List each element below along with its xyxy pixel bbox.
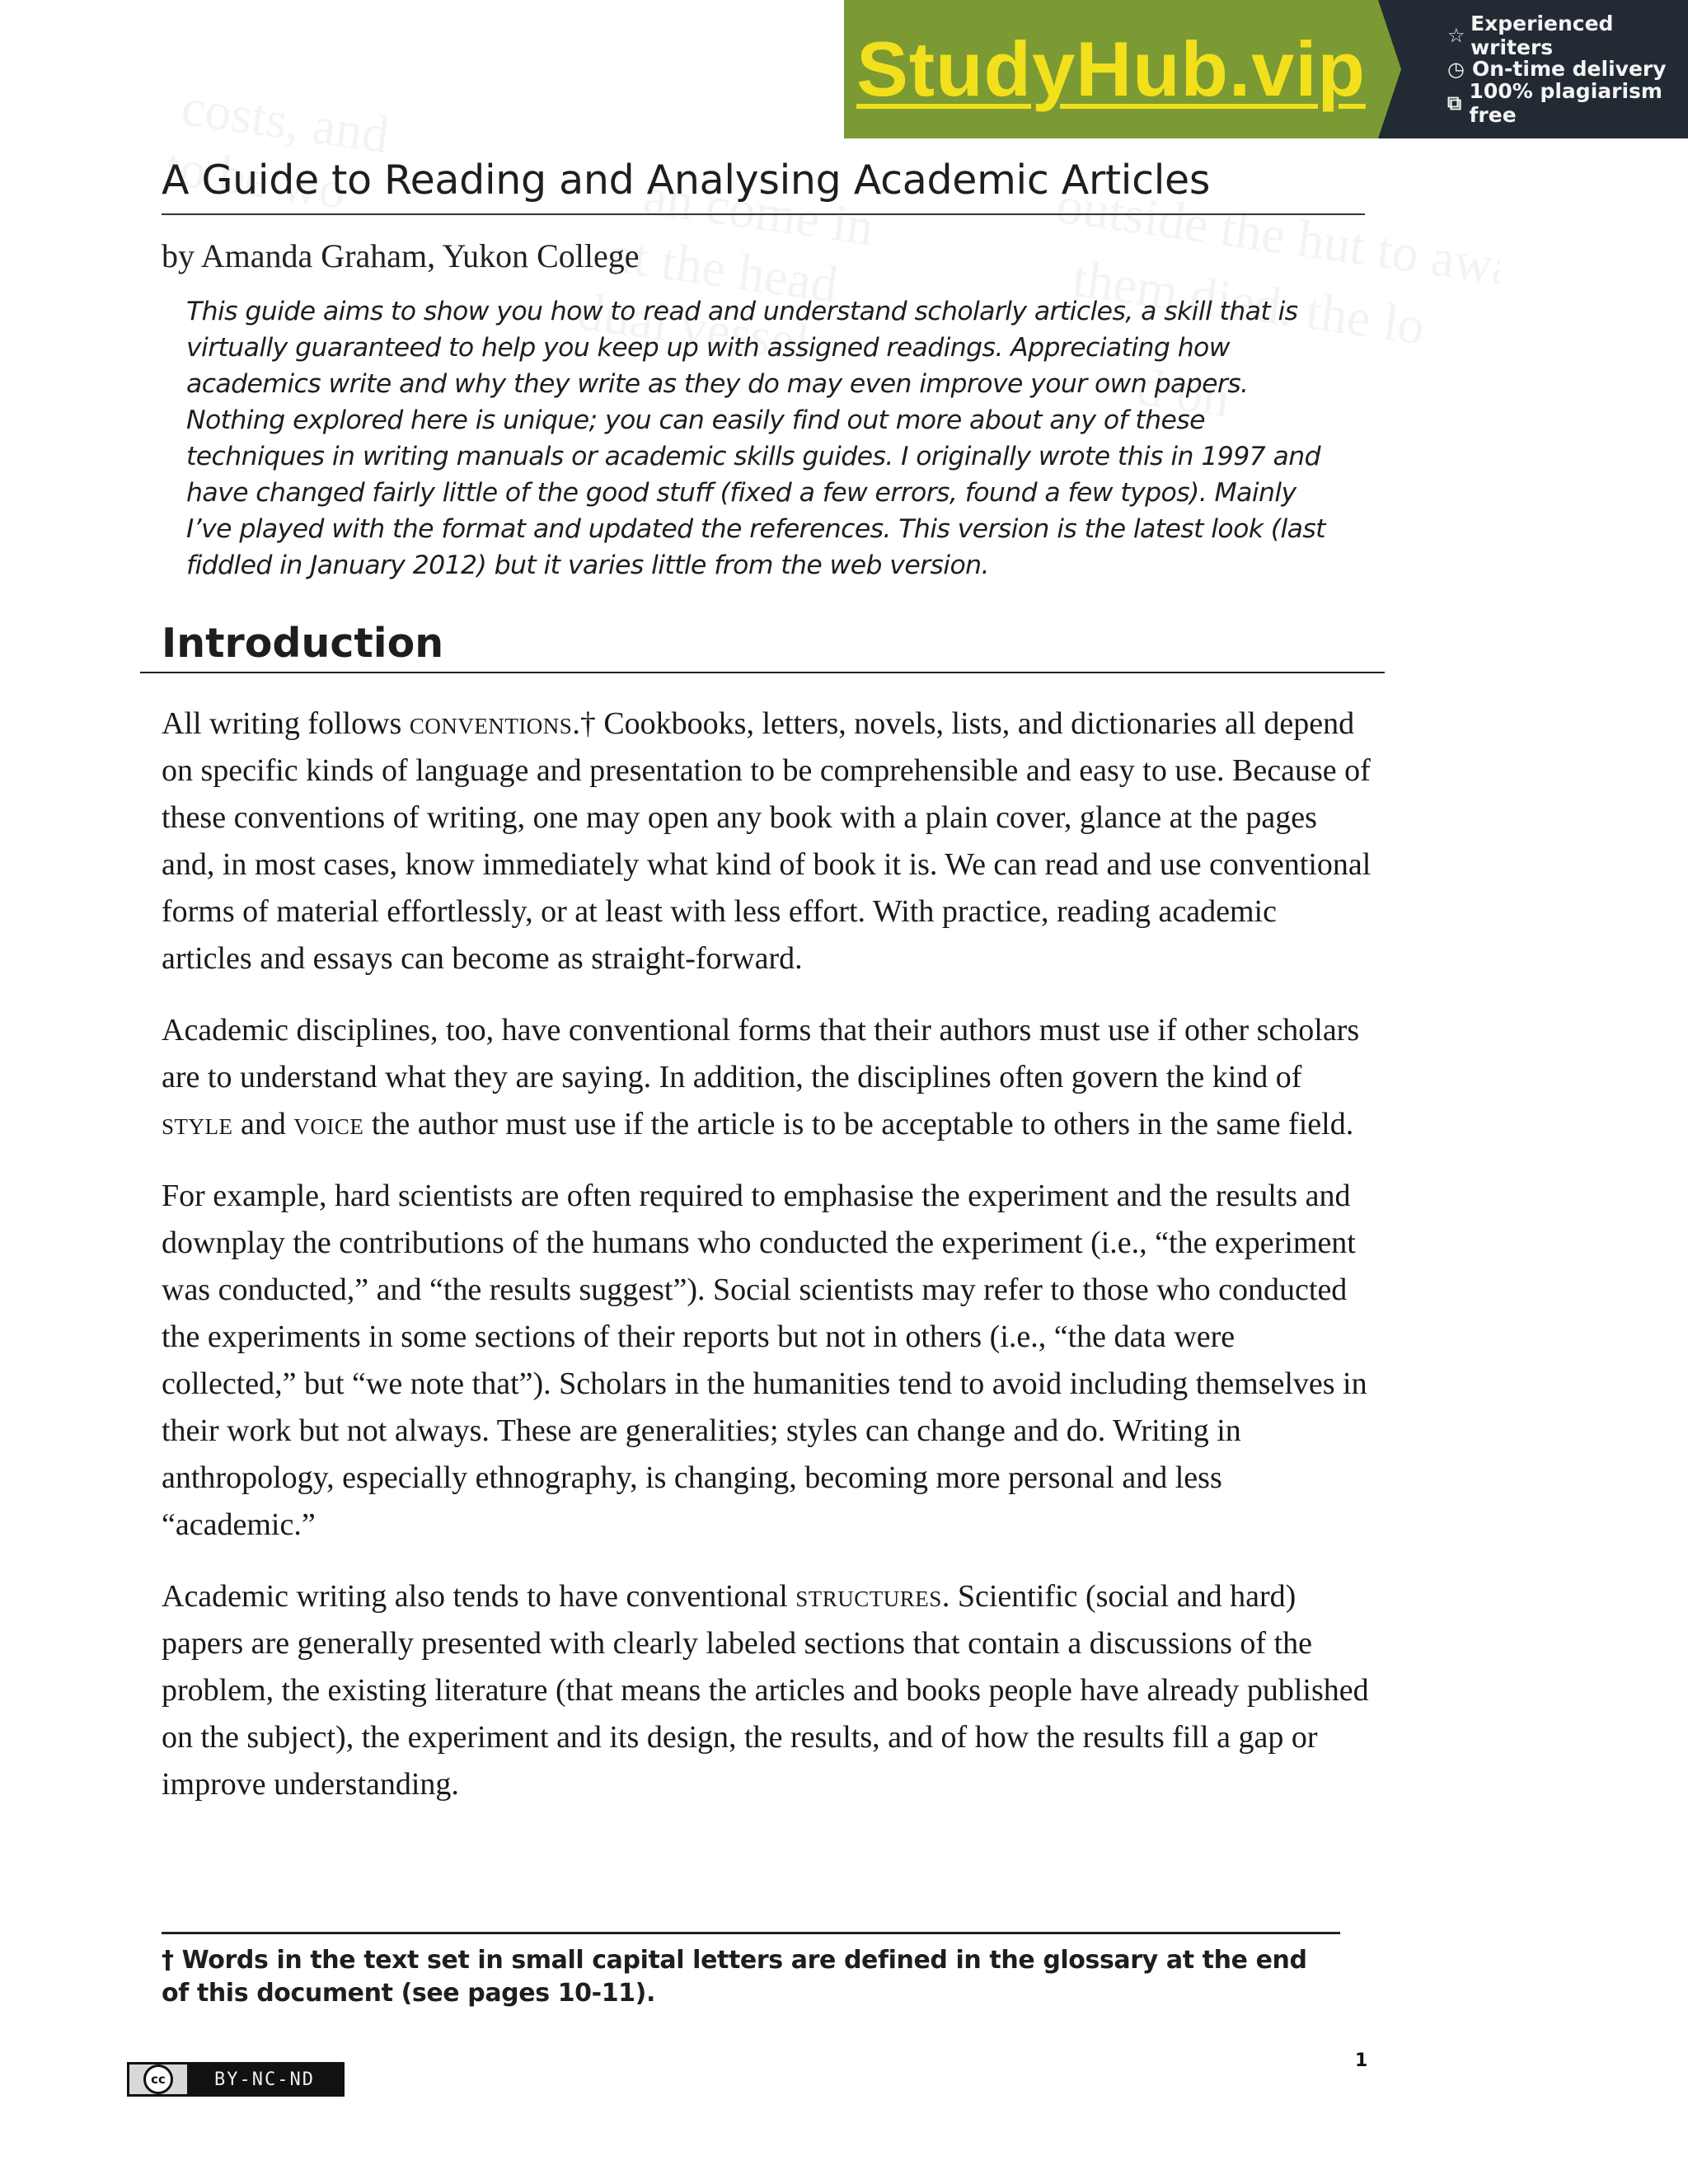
feature-label: On-time delivery xyxy=(1472,57,1667,81)
license-label: BY-NC-ND xyxy=(187,2064,342,2094)
body-text xyxy=(162,701,1373,1833)
glossary-term-style: style xyxy=(162,1107,233,1141)
copy-icon: ⧉ xyxy=(1447,91,1462,115)
glossary-term-structures: structures xyxy=(795,1579,942,1614)
text-run: . Scientific (social and hard) papers are generally presented with clearly labeled sections that contain a discussions of the problem, the existing literature (that means the articles and books people have already published on the subject), the experiment and its design, the results, and of how the results fill a gap or improve understanding. xyxy=(162,1579,1369,1802)
paragraph-3: For example, hard scientists are often required to emphasise the experiment and the results and downplay the contributions of the humans who conducted the experiment (i.e., “the experiment was conducted,” and “the results suggest”). Social scientists may refer to those who conducted the experiments in some sections of their reports but not in others (i.e., “the data were collected,” but “we note that”). Scholars in the humanities tend to avoid including themselves in their work but not always. These are generalities; styles can change and do. Writing in anthropology, especially ethnography, is changing, becoming more personal and less “academic.” xyxy=(162,1179,1367,1542)
banner-arrow-shape xyxy=(1378,0,1401,138)
document-title: A Guide to Reading and Analysing Academic Articles xyxy=(162,157,1365,215)
section-heading-introduction xyxy=(140,620,1385,673)
cc-mark: cc xyxy=(143,2064,173,2094)
logo-text: StudyHub.vip xyxy=(856,26,1366,112)
page-number: 1 xyxy=(1355,2050,1368,2071)
creative-commons-badge[interactable] xyxy=(127,2062,345,2097)
glossary-term-voice: voice xyxy=(293,1107,364,1141)
paragraph-2 xyxy=(162,1007,1373,1148)
text-run: Academic disciplines, too, have conventional forms that their authors must use if other scholars are to understand what they are saying. In addition, the disciplines often govern the kind of xyxy=(162,1013,1360,1094)
glossary-term-conventions: conventions xyxy=(409,706,573,741)
text-run: All writing follows xyxy=(162,706,410,741)
studyhub-logo[interactable] xyxy=(844,0,1378,138)
feature-experienced-writers xyxy=(1447,11,1688,59)
footnote: † Words in the text set in small capital letters are defined in the glossary at the end of this document (see pages 10-11). xyxy=(162,1932,1340,2010)
text-run: the author must use if the article is to be acceptable to others in the same field. xyxy=(363,1107,1354,1141)
text-run: and xyxy=(232,1107,294,1141)
section-title: Introduction xyxy=(162,620,444,667)
cc-logo-icon xyxy=(129,2064,187,2094)
promo-banner[interactable] xyxy=(844,0,1688,138)
banner-features xyxy=(1378,0,1688,138)
text-run: Academic writing also tends to have conventional xyxy=(162,1579,796,1614)
feature-label: Experienced writers xyxy=(1470,11,1614,59)
byline: by Amanda Graham, Yukon College xyxy=(162,237,640,274)
text-run: .† Cookbooks, letters, novels, lists, and dictionaries all depend on specific kinds of language and presentation to be comprehensible and easy to use. Because of these conventions of writing, one may open any book with a plain cover, glance at the pages and, in most cases, know immediately what kind of book it is. We can read and use conventional forms of material effortlessly, or at least with less effort. With practice, reading academic articles and essays can become as straight-forward. xyxy=(162,706,1372,976)
paragraph-1 xyxy=(162,701,1373,982)
document-header xyxy=(162,148,1365,583)
feature-label: 100% plagiarism free xyxy=(1469,78,1662,127)
clock-icon: ◷ xyxy=(1447,57,1465,81)
paragraph-4 xyxy=(162,1573,1373,1808)
star-icon: ☆ xyxy=(1447,23,1465,47)
feature-plagiarism-free xyxy=(1447,78,1688,127)
abstract: This guide aims to show you how to read and understand scholarly articles, a skill that is virtually guaranteed to help you keep up with assigned readings. Appreciating how academics write and why they write as they do may even improve your own papers. Nothing explored here is unique; you can easily find out more about any of these techniques in writing manuals or academic skills guides. I originally wrote this in 1997 and have changed fairly little of the good stuff (fixed a few errors, found a few typos). Mainly I’ve played with the format and updated the references. This version is the latest look (last fiddled in January 2012) but it varies little from the web version. xyxy=(186,297,1325,580)
